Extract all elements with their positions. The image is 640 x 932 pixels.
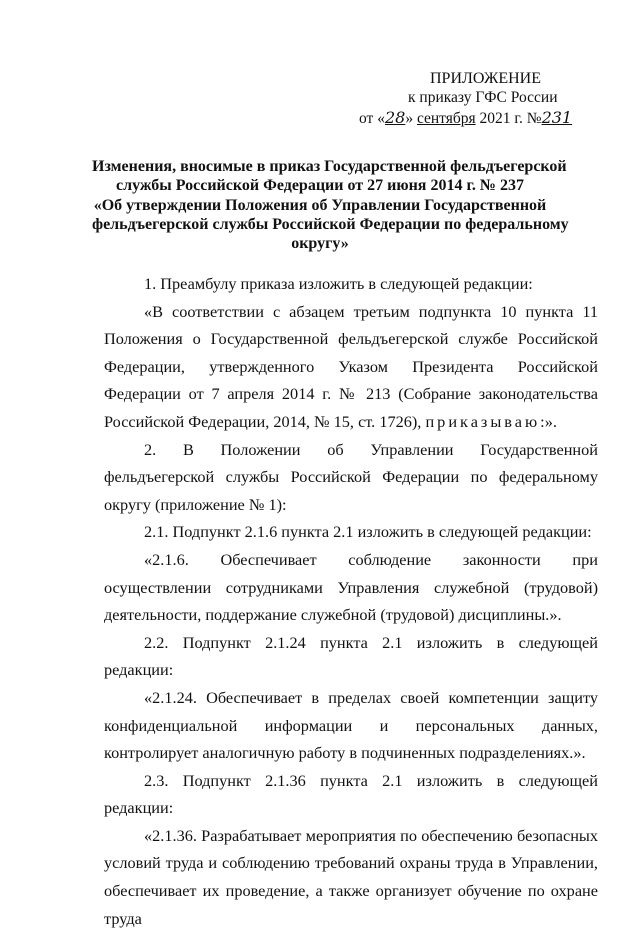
paragraph-2-text: «В соответствии с абзацем третьим подпункта 10 пункта 11 Положения о Государственной фельдъегерской службе Российской Федерации, утвержденного Указом Президента Российской Федерации от 7 апреля 2014 г. № 213 (Собрание законодательства Российской Федерации, 2014, № 15, ст. 1726), xyxy=(104,301,598,431)
paragraph-7: «2.1.24. Обеспечивает в пределах своей компетенции защиту конфиденциальной информации и персональных данных, контролирует аналогичную работу в подчиненных подразделениях.». xyxy=(104,687,598,763)
paragraph-2 xyxy=(104,298,598,436)
heading-line: «Об утверждении Положения об Управлении Государственной xyxy=(93,196,547,214)
handwritten-number: 231 xyxy=(541,108,573,127)
handwritten-day: 28 xyxy=(384,108,406,127)
paragraph-2-end: :». xyxy=(540,411,557,431)
paragraph-5: «2.1.6. Обеспечивает соблюдение законности при осуществлении сотрудниками Управления служебной (трудовой) деятельности, поддержание служебной (трудовой) дисциплины.». xyxy=(104,549,598,625)
paragraph-3: 2. В Положении об Управлении Государственной фельдъегерской службы Российской Федерации по федеральному округу (приложение № 1): xyxy=(104,439,598,514)
order-word-spaced: приказываю xyxy=(425,411,541,431)
date-year: 2021 г. № xyxy=(479,110,542,127)
heading-line: округу» xyxy=(291,235,349,253)
document-heading xyxy=(92,157,569,253)
date-prefix: от « xyxy=(359,110,385,127)
paragraph-1: 1. Преамбулу приказа изложить в следующей редакции: xyxy=(144,274,533,293)
heading-line: фельдъегерской службы Российской Федерации по федеральному xyxy=(92,215,569,233)
appendix-subtitle: к приказу ГФС России xyxy=(408,89,558,106)
appendix-title: ПРИЛОЖЕНИЕ xyxy=(430,70,542,87)
date-quote-close: » xyxy=(405,110,414,127)
date-month: сентября xyxy=(416,110,476,127)
heading-line: Изменения, вносимые в приказ Государственной фельдъегерской xyxy=(92,158,567,175)
paragraph-8: 2.3. Подпункт 2.1.36 пункта 2.1 изложить в следующей редакции: xyxy=(104,770,598,818)
paragraph-9: «2.1.36. Разрабатывает мероприятия по обеспечению безопасных условий труда и соблюдению требований охраны труда в Управлении, обеспечивает их проведение, а также организует обучение по охране труда xyxy=(104,825,598,928)
paragraph-4: 2.1. Подпункт 2.1.6 пункта 2.1 изложить в следующей редакции: xyxy=(144,522,592,542)
heading-line: службы Российской Федерации от 27 июня 2014 г. № 237 xyxy=(116,177,524,195)
document-body xyxy=(104,270,598,932)
appendix-date-line xyxy=(359,107,572,129)
paragraph-6: 2.2. Подпункт 2.1.24 пункта 2.1 изложить в следующей редакции: xyxy=(104,632,598,680)
